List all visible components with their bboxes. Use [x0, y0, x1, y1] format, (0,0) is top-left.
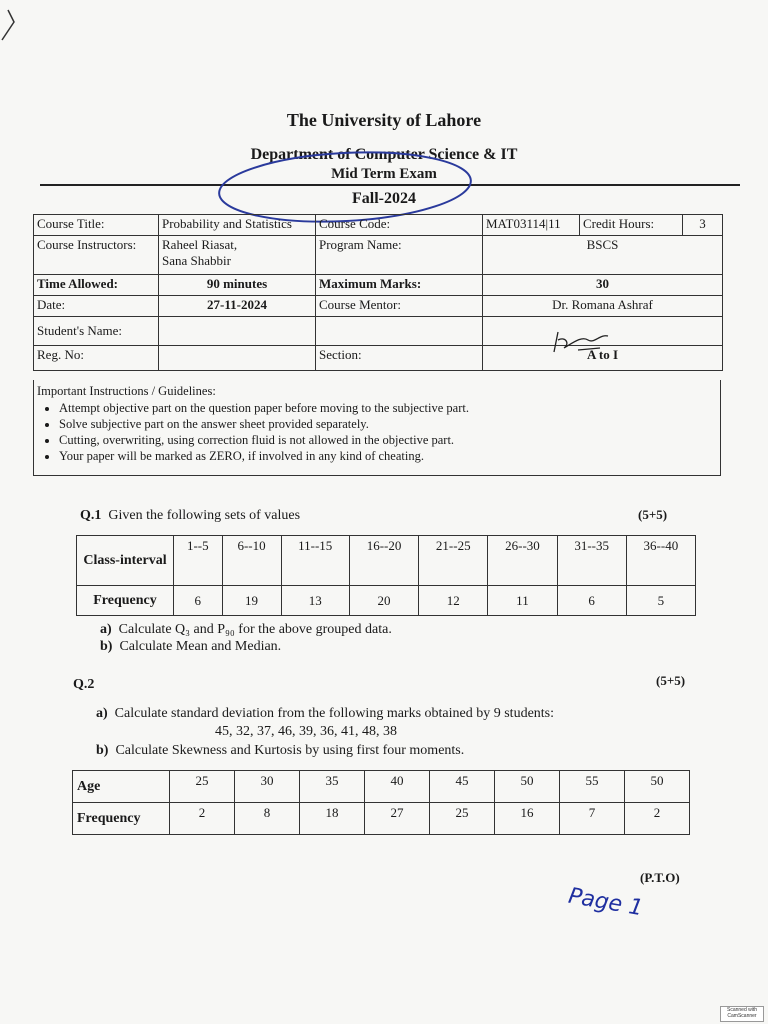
instructions-heading: Important Instructions / Guidelines:: [37, 384, 216, 398]
table-cell: 55: [560, 771, 625, 803]
instruction-item: • Solve subjective part on the answer sheet provided separately.: [59, 417, 717, 432]
time-allowed-value: 90 minutes: [159, 275, 316, 296]
table-cell: 50: [495, 771, 560, 803]
date-label: Date:: [34, 296, 159, 317]
q2-heading: [73, 677, 94, 693]
instructions-box: [33, 380, 721, 476]
table-cell: 27: [365, 803, 430, 835]
instruction-item: • Cutting, overwriting, using correction fluid is not allowed in the objective part.: [59, 433, 717, 448]
instruction-item: • Your paper will be marked as ZERO, if involved in any kind of cheating.: [59, 449, 717, 464]
q1-part-a: [100, 622, 392, 638]
q2-number: Q.2: [73, 677, 95, 692]
q1-part-b-label: b): [100, 639, 113, 654]
instructors-value: [159, 236, 316, 275]
table-cell: 19: [222, 586, 281, 616]
q2-part-a-text: Calculate standard deviation from the following marks obtained by 9 students:: [114, 706, 555, 721]
table-cell: 35: [300, 771, 365, 803]
q1-frequency-table: [76, 535, 696, 616]
q2-marks: (5+5): [656, 673, 686, 688]
table-cell: 20: [349, 586, 418, 616]
table-cell: 13: [281, 586, 349, 616]
q1-marks: (5+5): [638, 507, 668, 522]
mentor-label: Course Mentor:: [316, 296, 483, 317]
table-cell: 30: [235, 771, 300, 803]
student-name-label: Student's Name:: [34, 317, 159, 346]
mentor-value: Dr. Romana Ashraf: [483, 296, 723, 317]
exam-term: Fall-2024: [352, 190, 416, 207]
table-cell: 25: [170, 771, 235, 803]
table-cell: 12: [419, 586, 488, 616]
table-cell: 26--30: [488, 536, 557, 586]
course-code-value: MAT03114|11: [483, 215, 580, 236]
university-name: The University of Lahore: [286, 110, 482, 130]
student-name-extra: [316, 317, 483, 346]
instructor-2: Sana Shabbir: [162, 253, 231, 268]
pto-note: (P.T.O): [640, 870, 680, 885]
scanner-watermark: Scanned with CamScanner: [720, 1006, 764, 1022]
table-cell: 2: [625, 803, 690, 835]
reg-no-field: [159, 346, 316, 371]
course-info-table: [33, 214, 723, 371]
student-name-field: [159, 317, 316, 346]
q1-text: Given the following sets of values: [108, 508, 301, 523]
credit-hours-value: 3: [683, 215, 723, 236]
table-cell: 7: [560, 803, 625, 835]
table-cell: 6--10: [222, 536, 281, 586]
table-cell: 1--5: [174, 536, 223, 586]
max-marks-label: Maximum Marks:: [316, 275, 483, 296]
q2-part-b-label: b): [96, 743, 109, 758]
q1-part-a-label: a): [100, 622, 112, 637]
course-title-value: Probability and Statistics: [159, 215, 316, 236]
table-cell: 8: [235, 803, 300, 835]
q2-part-a-label: a): [96, 706, 108, 721]
instruction-item: • Attempt objective part on the question paper before moving to the subjective part.: [59, 401, 717, 416]
department-name: Department of Computer Science & IT: [250, 146, 518, 163]
q1-part-a-text: Calculate Q₃ and P₉₀ for the above grouped data.: [118, 622, 392, 637]
q2-part-b: [96, 743, 464, 759]
pen-stroke-mark: [0, 0, 60, 60]
q1-part-b: [100, 639, 281, 655]
instructor-1: Raheel Riasat,: [162, 237, 238, 252]
age-header: Age: [73, 771, 170, 803]
instructions-list: [59, 401, 717, 464]
date-value: 27-11-2024: [159, 296, 316, 317]
instructors-label: Course Instructors:: [34, 236, 159, 275]
q2-frequency-table: [72, 770, 690, 835]
table-cell: 31--35: [557, 536, 626, 586]
table-cell: 45: [430, 771, 495, 803]
mentor-signature: [548, 326, 618, 356]
exam-title: Mid Term Exam: [331, 166, 437, 182]
course-title-label: Course Title:: [34, 215, 159, 236]
frequency-header: Frequency: [77, 586, 174, 616]
frequency-header: Frequency: [73, 803, 170, 835]
class-interval-header: Class-interval: [77, 536, 174, 586]
program-label: Program Name:: [316, 236, 483, 275]
handwritten-page-note: Page 1: [566, 883, 645, 922]
table-cell: 11--15: [281, 536, 349, 586]
table-cell: 40: [365, 771, 430, 803]
table-cell: 36--40: [626, 536, 695, 586]
q2-part-a: [96, 706, 554, 722]
table-cell: 16--20: [349, 536, 418, 586]
table-cell: 21--25: [419, 536, 488, 586]
q1-heading: [80, 508, 300, 524]
table-cell: 50: [625, 771, 690, 803]
q2-part-b-text: Calculate Skewness and Kurtosis by using first four moments.: [115, 743, 465, 758]
table-cell: 18: [300, 803, 365, 835]
course-code-label: Course Code:: [316, 215, 483, 236]
table-cell: 25: [430, 803, 495, 835]
q1-number: Q.1: [80, 508, 102, 523]
credit-hours-label: Credit Hours:: [580, 215, 683, 236]
reg-no-label: Reg. No:: [34, 346, 159, 371]
table-cell: 2: [170, 803, 235, 835]
max-marks-value: 30: [483, 275, 723, 296]
program-value: BSCS: [483, 236, 723, 275]
q1-part-b-text: Calculate Mean and Median.: [119, 639, 282, 654]
table-cell: 5: [626, 586, 695, 616]
q2-part-a-data: 45, 32, 37, 46, 39, 36, 41, 48, 38: [215, 724, 397, 739]
table-cell: 11: [488, 586, 557, 616]
section-value: A to I: [483, 346, 723, 371]
section-label: Section:: [316, 346, 483, 371]
table-cell: 6: [174, 586, 223, 616]
table-cell: 16: [495, 803, 560, 835]
time-allowed-label: Time Allowed:: [34, 275, 159, 296]
table-cell: 6: [557, 586, 626, 616]
